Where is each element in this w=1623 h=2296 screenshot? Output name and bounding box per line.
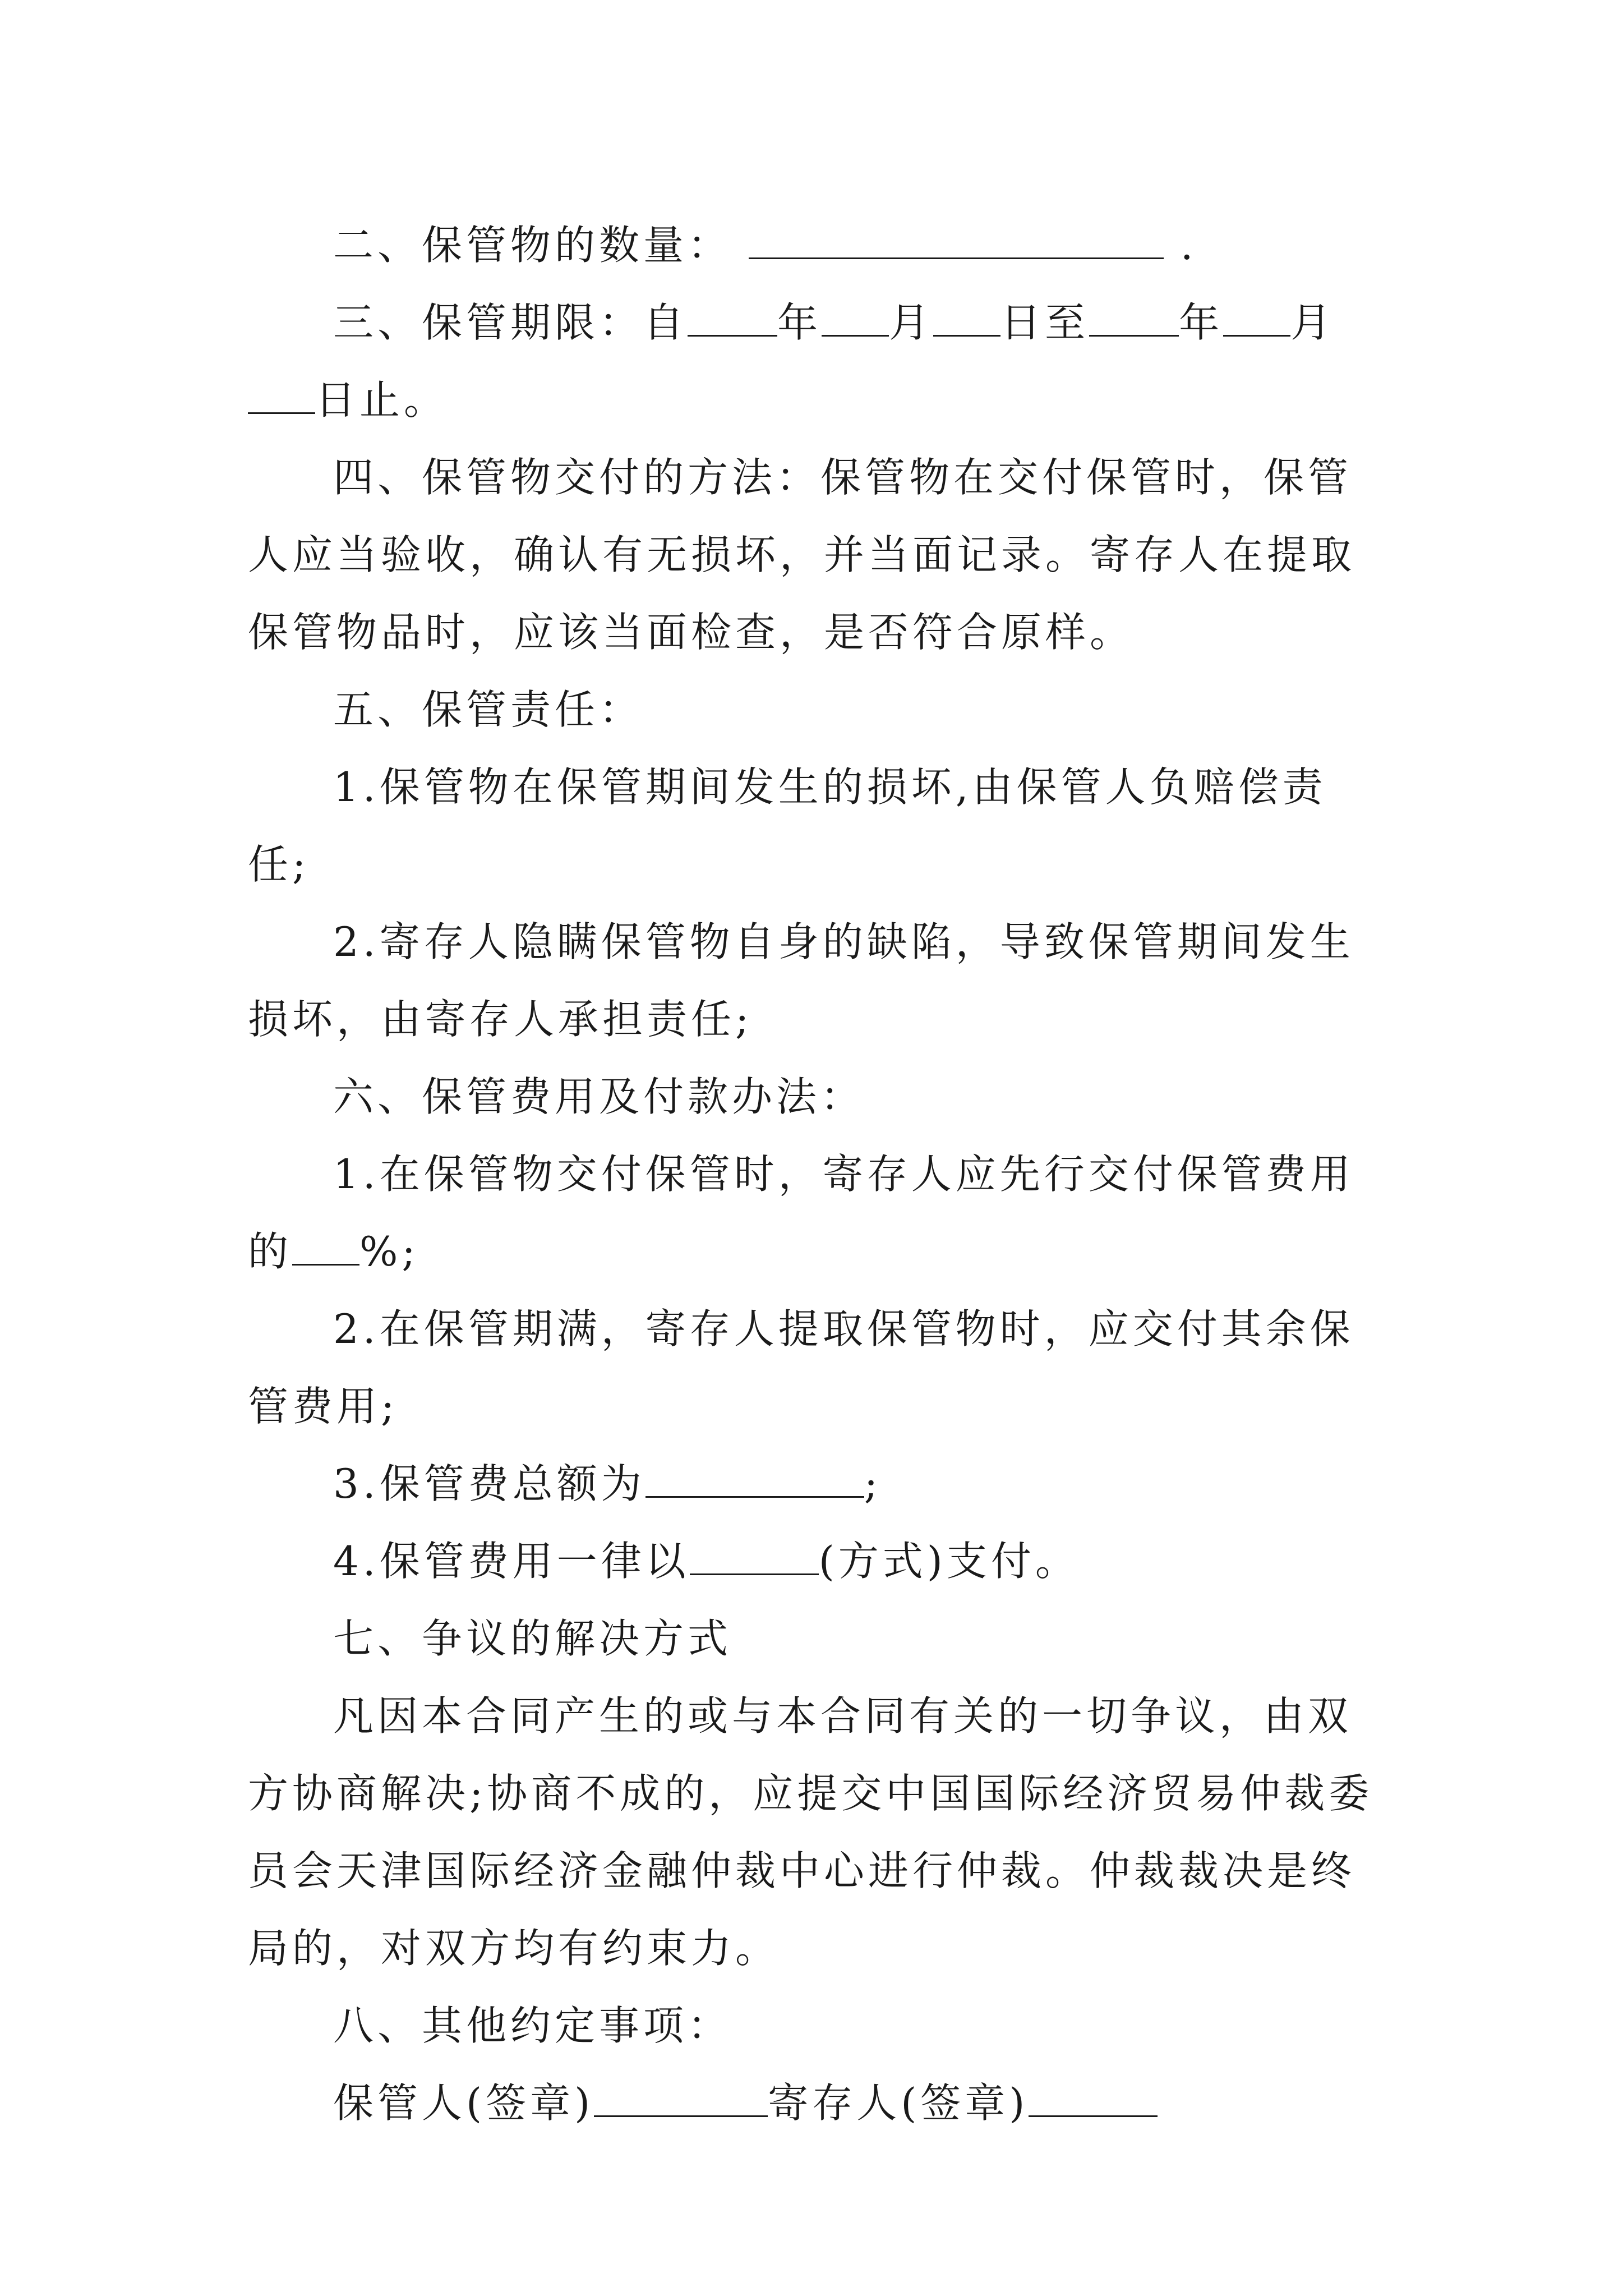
depositor-sign-label: 寄存人(签章) — [768, 2079, 1029, 2127]
year-unit: 年 — [1179, 299, 1224, 346]
custodian-sign-blank — [594, 2079, 768, 2117]
quantity-blank — [749, 221, 1164, 259]
year-unit: 年 — [777, 299, 822, 346]
period-label: 三、保管期限：自 — [333, 299, 688, 346]
fees-item-1 — [248, 1135, 1386, 1290]
start-month-blank — [822, 298, 889, 337]
month-unit: 月 — [1290, 299, 1335, 346]
start-day-blank — [933, 298, 1000, 337]
quantity-tail: . — [1180, 222, 1197, 269]
fees-item-4-text: 4.保管费用一律以 — [333, 1538, 690, 1585]
section-liability-heading: 五、保管责任： — [333, 686, 644, 733]
quantity-label: 二、保管物的数量： — [333, 222, 732, 269]
fees-item-3-text: 3.保管费总额为 — [333, 1460, 645, 1507]
start-year-blank — [688, 298, 777, 337]
end-year-blank — [1089, 298, 1179, 337]
depositor-sign-blank — [1029, 2079, 1158, 2117]
fees-item-3-tail: ; — [864, 1460, 882, 1507]
payment-method-blank — [690, 1537, 819, 1575]
fees-item-4 — [248, 1522, 1386, 1600]
contract-body — [248, 206, 1386, 2142]
fees-item-2: 2.在保管期满，寄存人提取保管物时，应交付其余保管费用; — [248, 1305, 1354, 1430]
fees-item-1-tail: %; — [359, 1228, 419, 1275]
dispute-body: 凡因本合同产生的或与本合同有关的一切争议，由双方协商解决;协商不成的，应提交中国国际经济贸易仲裁委员会天津国际经济金融仲裁中心进行仲裁。仲裁裁决是终局的，对双方均有约束力。 — [248, 1692, 1373, 1972]
liability-item-2: 2.寄存人隐瞒保管物自身的缺陷，导致保管期间发生损坏，由寄存人承担责任; — [248, 918, 1354, 1043]
day-end-unit: 日止。 — [315, 376, 449, 424]
total-fee-blank — [645, 1460, 864, 1498]
percent-blank — [292, 1227, 359, 1266]
section-dispute-heading: 七、争议的解决方式 — [333, 1615, 732, 1662]
section-delivery: 四、保管物交付的方法：保管物在交付保管时，保管人应当验收，确认有无损坏，并当面记录。寄存人在提取保管物品时，应该当面检查，是否符合原样。 — [248, 454, 1356, 656]
custodian-sign-label: 保管人(签章) — [333, 2079, 594, 2127]
end-month-blank — [1223, 298, 1290, 337]
fees-item-4-tail: (方式)支付。 — [818, 1538, 1080, 1585]
month-unit: 月 — [889, 299, 934, 346]
end-day-blank — [248, 376, 315, 414]
section-other-heading: 八、其他约定事项： — [333, 2002, 732, 2049]
liability-item-1: 1.保管物在保管期间发生的损坏,由保管人负赔偿责任; — [248, 763, 1327, 888]
fees-item-3 — [248, 1445, 1386, 1522]
day-to-unit: 日至 — [1000, 299, 1090, 346]
section-quantity — [248, 206, 1386, 284]
section-period — [248, 284, 1386, 439]
fees-item-1-text: 1.在保管物交付保管时，寄存人应先行交付保管费用的 — [248, 1151, 1354, 1275]
signature-line — [248, 2064, 1386, 2142]
section-fees-heading: 六、保管费用及付款办法： — [333, 1073, 865, 1120]
